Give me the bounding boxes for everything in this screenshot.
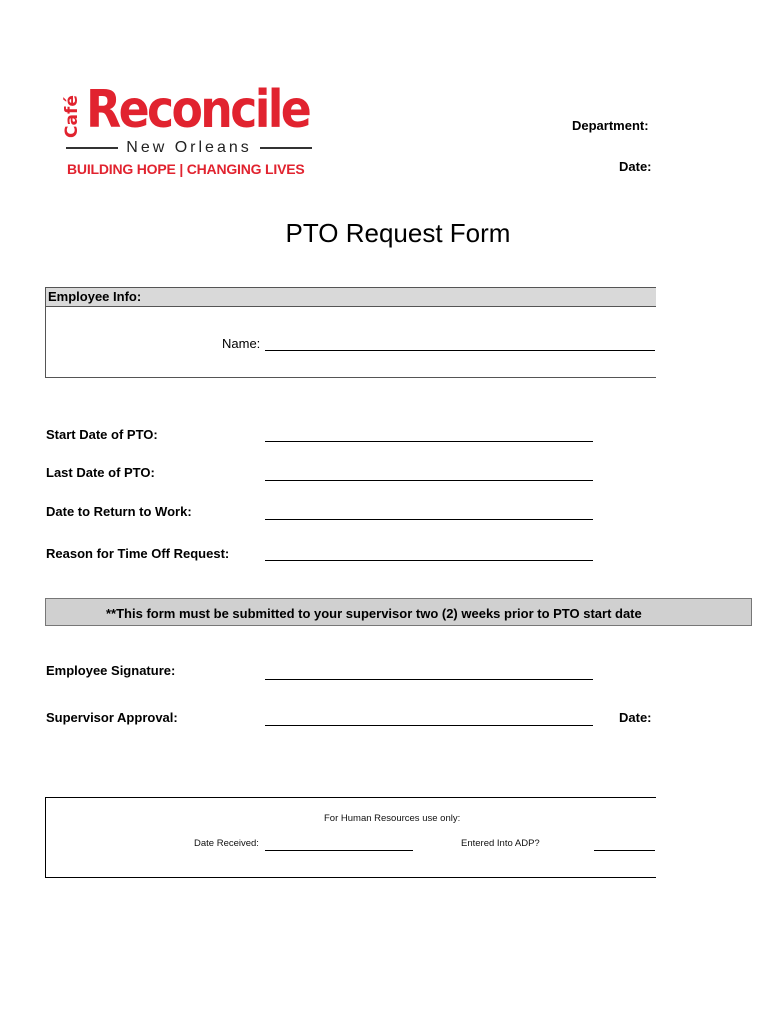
entered-adp-label: Entered Into ADP? (461, 838, 540, 849)
logo-city-label: New Orleans (126, 139, 252, 156)
start-date-line[interactable] (265, 441, 593, 442)
approval-date-label: Date: (619, 710, 652, 725)
entered-adp-line[interactable] (594, 850, 655, 851)
page-title: PTO Request Form (285, 218, 511, 248)
logo-rule-right (260, 147, 312, 149)
notice-clip (46, 599, 656, 625)
logo-cafe-label: Café (62, 95, 82, 138)
department-label: Department: (572, 118, 649, 133)
return-date-line[interactable] (265, 519, 593, 520)
employee-info-header (45, 287, 656, 307)
reason-line[interactable] (265, 560, 593, 561)
notice-text: **This form must be submitted to your supervisor two (2) weeks prior to PTO start date (106, 606, 642, 621)
reason-label: Reason for Time Off Request: (46, 546, 230, 561)
hr-use-box (45, 797, 656, 878)
name-label: Name: (222, 336, 261, 351)
last-date-line[interactable] (265, 480, 593, 481)
logo-city (66, 138, 312, 158)
logo-tagline: BUILDING HOPE | CHANGING LIVES (67, 161, 305, 177)
supervisor-approval-label: Supervisor Approval: (46, 710, 178, 725)
return-date-label: Date to Return to Work: (46, 504, 192, 519)
employee-signature-label: Employee Signature: (46, 663, 176, 678)
employee-info-box (45, 306, 656, 378)
date-received-line[interactable] (265, 850, 413, 851)
employee-signature-line[interactable] (265, 679, 593, 680)
logo-reconcile: Reconcile (86, 80, 310, 140)
header-date-label: Date: (619, 159, 652, 174)
start-date-label: Start Date of PTO: (46, 427, 158, 442)
logo-rule-left (66, 147, 118, 149)
notice-banner (45, 598, 752, 626)
hr-heading: For Human Resources use only: (324, 813, 461, 824)
last-date-label: Last Date of PTO: (46, 465, 155, 480)
date-received-label: Date Received: (194, 838, 259, 849)
name-field-line[interactable] (265, 350, 655, 351)
supervisor-approval-line[interactable] (265, 725, 593, 726)
employee-info-label: Employee Info: (48, 289, 142, 304)
